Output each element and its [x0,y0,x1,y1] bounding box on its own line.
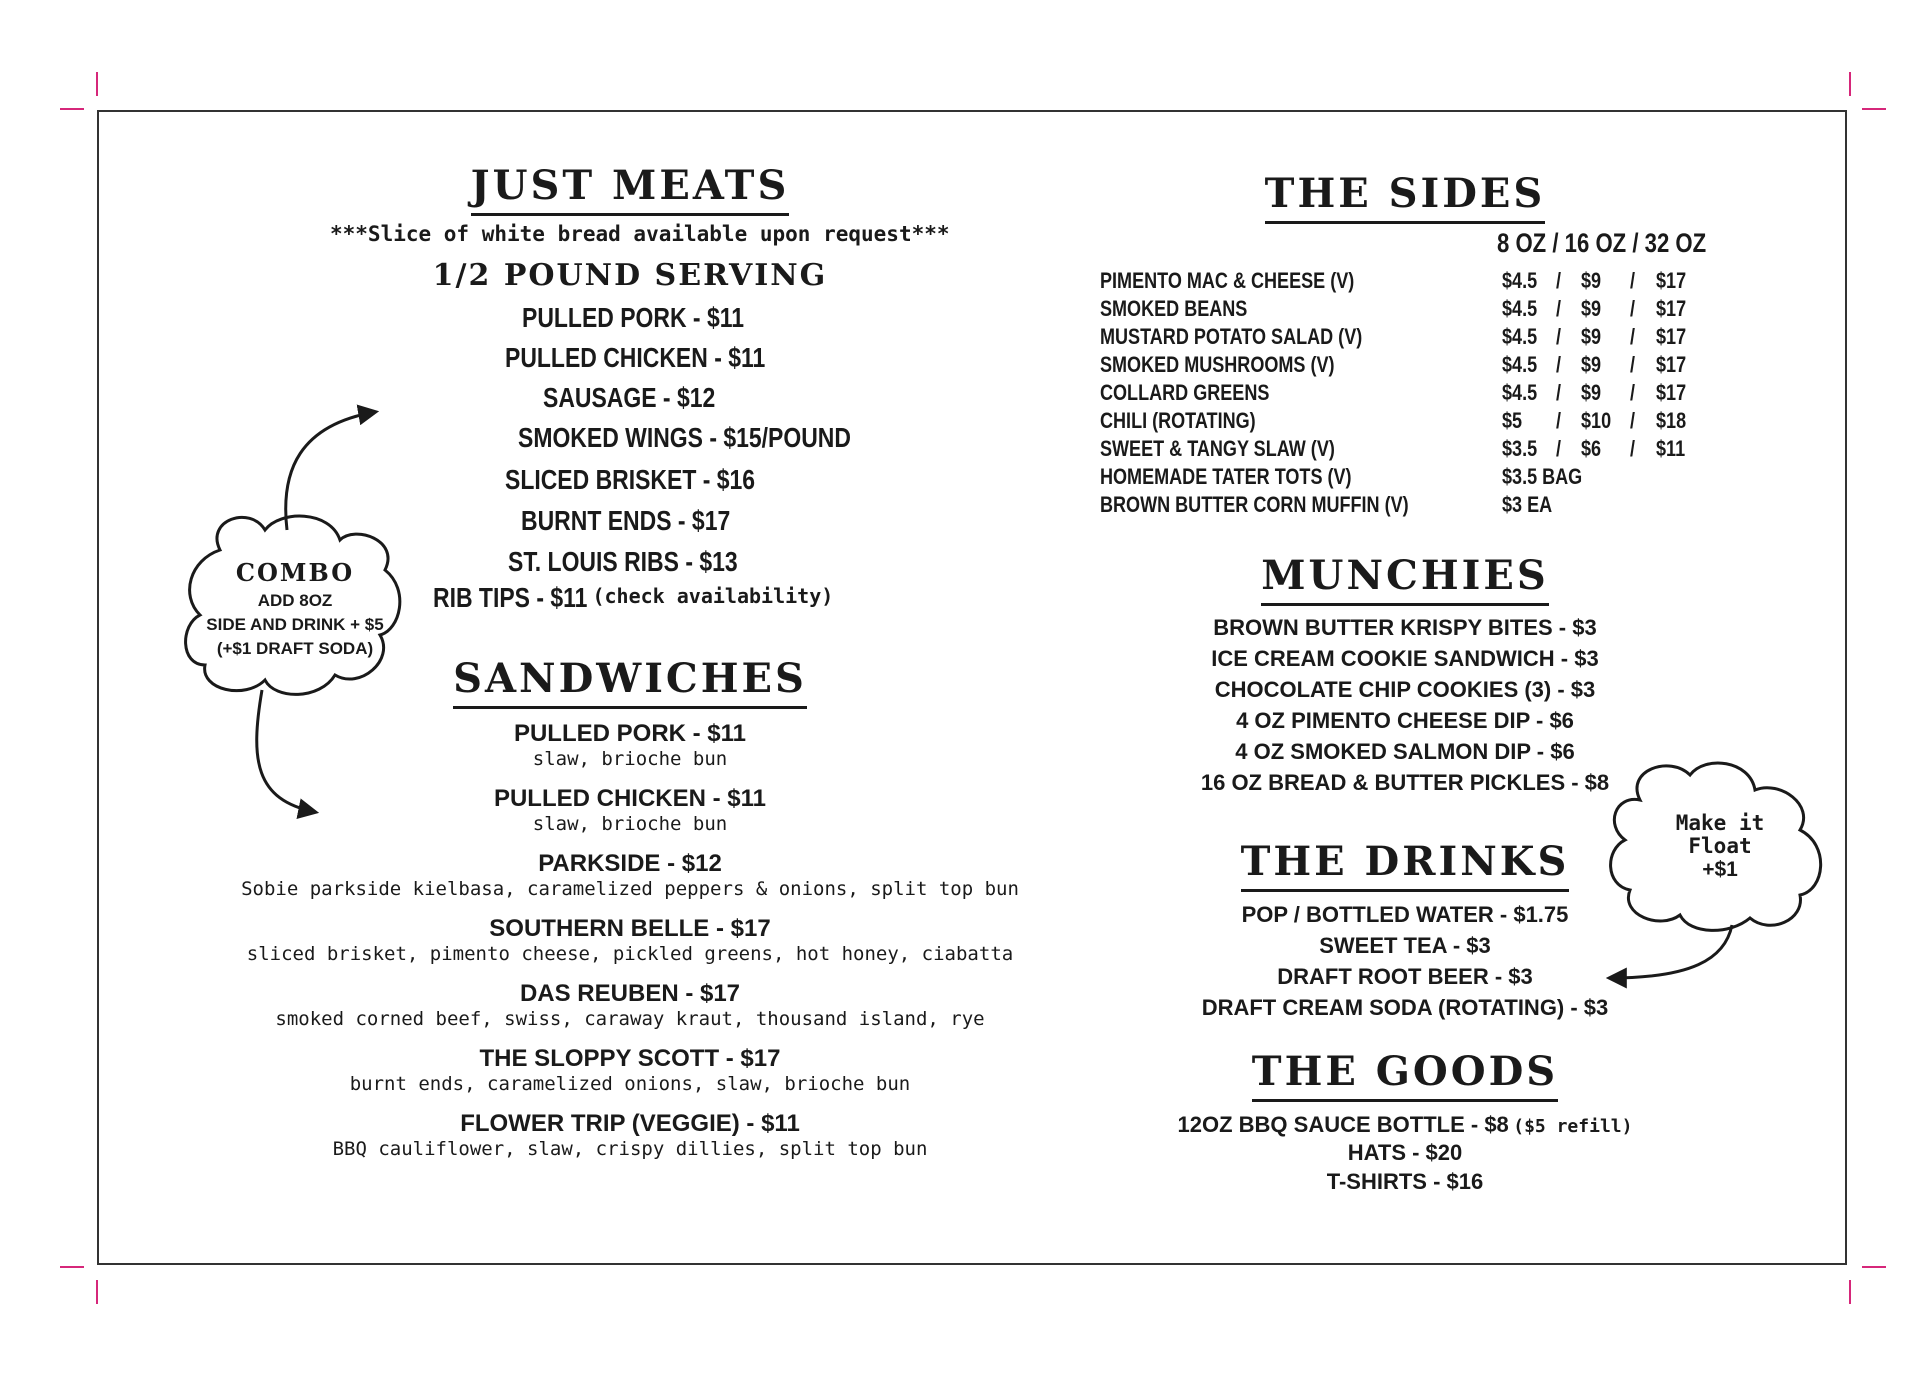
goods-item: HATS - $20 [1347,1140,1463,1165]
sandwich-item [230,720,1030,785]
just-meats-title: JUST MEATS [471,162,790,216]
sandwich-name: THE SLOPPY SCOTT - $17 [479,1045,781,1072]
goods-sauce: 12OZ BBQ SAUCE BOTTLE - $8 [1177,1112,1509,1137]
side-price-16oz: $6 [1581,436,1602,461]
meat-item: PULLED PORK - $11 [522,302,745,333]
combo-arrow-up-icon [286,412,375,530]
side-price-8oz: $4.5 [1502,268,1538,293]
side-name: SMOKED BEANS [1100,296,1248,321]
just-meats-section [330,162,930,216]
side-name: CHILI (ROTATING) [1100,408,1256,433]
sides-section [1180,170,1630,224]
drink-item: DRAFT CREAM SODA (ROTATING) - $3 [1201,995,1609,1020]
side-price: $3 EA [1502,492,1553,517]
meat-item: SAUSAGE - $12 [543,382,716,413]
price-separator: / [1630,408,1636,433]
price-separator: / [1556,408,1562,433]
sides-sizes-header: 8 OZ / 16 OZ / 32 OZ [1497,228,1707,258]
float-line-1: Make it [1675,811,1765,835]
goods-section [1180,1048,1630,1102]
side-name: MUSTARD POTATO SALAD (V) [1100,324,1363,349]
side-name: BROWN BUTTER CORN MUFFIN (V) [1100,492,1409,517]
goods-sauce-row [1105,1112,1705,1138]
side-name: SMOKED MUSHROOMS (V) [1100,352,1335,377]
drink-item: POP / BOTTLED WATER - $1.75 [1241,902,1569,927]
sandwich-desc: burnt ends, caramelized onions, slaw, brioche bun [349,1073,911,1095]
float-line-3: +$1 [1702,858,1738,881]
munchie-item: 16 OZ BREAD & BUTTER PICKLES - $8 [1200,770,1610,795]
sandwich-item [230,785,1030,850]
price-separator: / [1556,436,1562,461]
price-separator: / [1630,296,1636,321]
side-price-16oz: $10 [1581,408,1612,433]
price-separator: / [1630,268,1636,293]
sandwich-desc: slaw, brioche bun [532,748,728,770]
sandwich-desc: slaw, brioche bun [532,813,728,835]
sandwich-desc: Sobie parkside kielbasa, caramelized peppers & onions, split top bun [241,878,1019,900]
side-price-32oz: $17 [1656,268,1687,293]
price-separator: / [1556,352,1562,377]
munchie-item: 4 OZ SMOKED SALMON DIP - $6 [1235,739,1575,764]
float-line-2: Float [1688,834,1752,858]
float-callout [1650,812,1790,881]
sandwich-item [230,1045,1030,1110]
sandwich-name: SOUTHERN BELLE - $17 [489,915,771,942]
drinks-title: THE DRINKS [1241,838,1570,892]
price-separator: / [1630,380,1636,405]
side-price-32oz: $17 [1656,380,1687,405]
price-separator: / [1630,324,1636,349]
sandwiches-section [330,655,930,709]
combo-line-3: (+$1 DRAFT SODA) [216,639,374,658]
munchie-item: ICE CREAM COOKIE SANDWICH - $3 [1211,646,1599,671]
meat-item: SMOKED WINGS - $15/POUND [518,422,851,453]
sides-title: THE SIDES [1265,170,1546,224]
price-separator: / [1556,380,1562,405]
munchies-list [1155,615,1655,801]
side-price-16oz: $9 [1581,324,1602,349]
meat-item: SLICED BRISKET - $16 [505,464,756,495]
goods-list [1155,1140,1655,1198]
munchie-item: CHOCOLATE CHIP COOKIES (3) - $3 [1214,677,1596,702]
side-price-32oz: $17 [1656,324,1687,349]
side-price-16oz: $9 [1581,352,1602,377]
price-separator: / [1556,324,1562,349]
combo-line-2: SIDE AND DRINK + $5 [206,615,384,634]
sandwich-item [230,1110,1030,1175]
goods-title: THE GOODS [1252,1048,1558,1102]
side-price-8oz: $4.5 [1502,380,1538,405]
side-price-8oz: $5 [1502,408,1523,433]
sandwich-name: FLOWER TRIP (VEGGIE) - $11 [460,1110,800,1137]
side-price-32oz: $18 [1656,408,1687,433]
side-price-32oz: $11 [1656,436,1686,461]
meat-item: ST. LOUIS RIBS - $13 [508,546,738,577]
price-separator: / [1556,268,1562,293]
drink-item: DRAFT ROOT BEER - $3 [1277,964,1533,989]
combo-callout [190,558,400,659]
half-pound-subtitle: 1/2 POUND SERVING [432,258,828,293]
sandwich-name: PARKSIDE - $12 [538,850,722,877]
price-separator: / [1556,296,1562,321]
side-price-8oz: $4.5 [1502,352,1538,377]
munchie-item: 4 OZ PIMENTO CHEESE DIP - $6 [1236,708,1574,733]
combo-title: COMBO [235,558,355,587]
sandwich-item [230,980,1030,1045]
sandwich-name: PULLED CHICKEN - $11 [493,785,767,812]
munchies-title: MUNCHIES [1261,552,1548,606]
goods-sauce-note: ($5 refill) [1513,1116,1633,1137]
side-name: SWEET & TANGY SLAW (V) [1100,436,1335,461]
drinks-list [1155,902,1655,1026]
sandwich-name: DAS REUBEN - $17 [519,980,741,1007]
side-price-8oz: $4.5 [1502,296,1538,321]
combo-line-1: ADD 8OZ [257,591,333,610]
munchie-item: BROWN BUTTER KRISPY BITES - $3 [1213,615,1597,640]
side-price-8oz: $3.5 [1502,436,1538,461]
drinks-section [1180,838,1630,892]
side-name: COLLARD GREENS [1100,380,1270,405]
side-price-8oz: $4.5 [1502,324,1538,349]
side-price-32oz: $17 [1656,352,1687,377]
goods-item: T-SHIRTS - $16 [1326,1169,1484,1194]
sandwich-name: PULLED PORK - $11 [513,720,747,747]
sandwich-desc: sliced brisket, pimento cheese, pickled greens, hot honey, ciabatta [246,943,1014,965]
sandwich-desc: smoked corned beef, swiss, caraway kraut, thousand island, rye [275,1008,985,1030]
rib-tips-note: (check availability) [592,584,834,608]
price-separator: / [1630,436,1636,461]
side-price-16oz: $9 [1581,296,1602,321]
side-price-16oz: $9 [1581,380,1602,405]
sandwich-list [230,720,1030,1175]
munchies-section [1180,552,1630,606]
sandwiches-title: SANDWICHES [453,655,807,709]
rib-tips-row [433,582,833,614]
bread-note: ***Slice of white bread available upon request*** [330,222,950,246]
price-separator: / [1630,352,1636,377]
side-name: HOMEMADE TATER TOTS (V) [1100,464,1352,489]
meat-item: BURNT ENDS - $17 [521,505,731,536]
side-name: PIMENTO MAC & CHEESE (V) [1100,268,1355,293]
side-price-32oz: $17 [1656,296,1687,321]
side-price: $3.5 BAG [1502,464,1583,489]
sandwich-item [230,850,1030,915]
side-price-16oz: $9 [1581,268,1602,293]
rib-tips: RIB TIPS - $11 [433,582,588,613]
drink-item: SWEET TEA - $3 [1319,933,1491,958]
sandwich-item [230,915,1030,980]
meat-item: PULLED CHICKEN - $11 [505,342,766,373]
sandwich-desc: BBQ cauliflower, slaw, crispy dillies, split top bun [332,1138,928,1160]
